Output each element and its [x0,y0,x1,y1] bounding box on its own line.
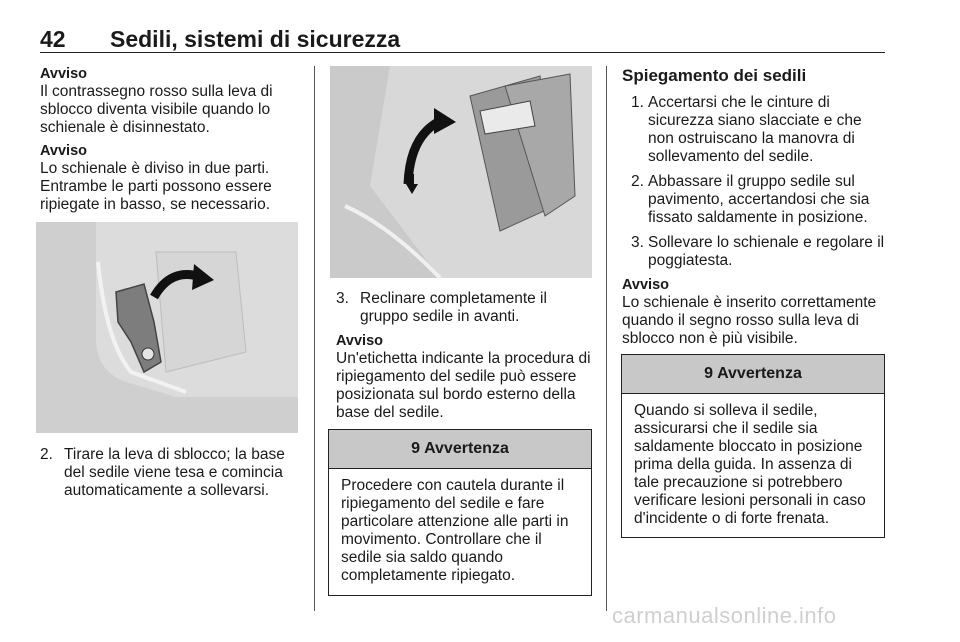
watermark: carmanualsonline.info [612,603,837,628]
note-block [622,277,886,348]
note-block [40,143,302,214]
column-right [622,66,886,354]
column-divider [314,66,315,611]
page-number: 42 [40,26,66,52]
warning-header [622,355,884,394]
note-text: Il contrassegno rosso sulla leva di sblocco diventa visibile quando lo schienale è disinnestato. [40,83,273,136]
release-lever-illustration [36,222,298,433]
list-number: 2. [631,173,644,190]
warning-header [329,430,591,469]
note-title: Avviso [336,333,384,349]
note-text: Lo schienale è diviso in due parti. Entrambe le parti possono essere ripiegate in basso, se necessario. [40,160,272,213]
note-block [40,66,302,137]
list-number: 3. [631,234,644,251]
step-number: 3. [336,290,349,307]
list-text: Accertarsi che le cinture di sicurezza siano slacciate e che non ostruiscano la manovra di sollevamento del sedile. [648,94,862,165]
warning-triangle-icon: 9 [411,440,421,457]
list-item [622,94,886,166]
note-title: Avviso [40,143,88,159]
note-text: Un'etichetta indicante la procedura di ripiegamento del sedile può essere posizionata sul bordo esterno della base del sedile. [336,350,591,421]
list-item [622,173,886,227]
list-item [622,234,886,270]
step-2 [40,446,298,500]
column-left [40,66,302,220]
running-head-title: Sedili, sistemi di sicurezza [110,26,401,52]
warning-box [328,429,592,596]
list-text: Abbassare il gruppo sedile sul pavimento, accertandosi che sia fissato saldamente in posizione. [648,173,870,226]
warning-text: Procedere con cautela durante il ripiegamento del sedile e fare particolare attenzione alle parti in movimento. Controllare che il sedile sia saldo quando completamente ripiegato. [341,477,569,584]
page-header [40,22,885,53]
section-heading: Spiegamento dei sedili [622,66,807,85]
warning-text: Quando si solleva il sedile, assicurarsi che il sedile sia saldamente bloccato in posizione prima della guida. In assenza di tale precauzione si potrebbero verificare lesioni personali in caso d'incidente o di forte frenata. [634,402,866,527]
warning-box [621,354,885,538]
list-text: Sollevare lo schienale e regolare il poggiatesta. [648,234,885,269]
step-3 [336,290,592,326]
warning-title: Avvertenza [717,365,802,382]
note-block [336,333,592,428]
list-number: 1. [631,94,644,111]
warning-triangle-icon: 9 [704,365,714,382]
warning-title: Avvertenza [424,440,509,457]
step-text: Tirare la leva di sblocco; la base del sedile viene tesa e comincia automaticamente a sollevarsi. [64,446,285,499]
step-number: 2. [40,446,53,463]
note-title: Avviso [40,66,88,82]
seat-folding-illustration [330,66,592,278]
column-divider [606,66,607,611]
note-text: Lo schienale è inserito correttamente quando il segno rosso sulla leva di sblocco non è più visibile. [622,294,877,347]
step-text: Reclinare completamente il gruppo sedile in avanti. [360,290,547,325]
note-title: Avviso [622,277,670,293]
